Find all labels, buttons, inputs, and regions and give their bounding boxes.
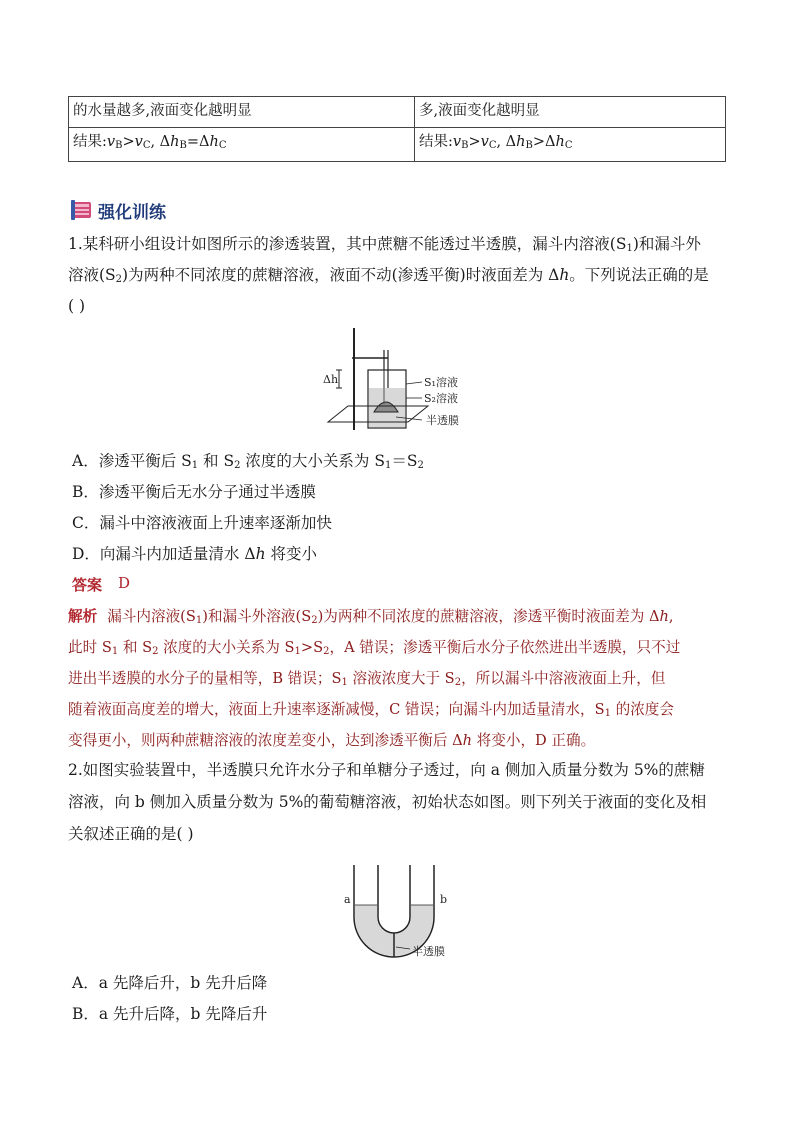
text: ，所以漏斗中溶液液面上升，但: [461, 670, 666, 687]
table-row: [69, 128, 726, 162]
q2-stem-line: 溶液，向 b 侧加入质量分数为 5%的葡萄糖溶液，初始状态如图。则下列关于液面的变化及相: [68, 793, 707, 811]
s2-label: S₂溶液: [424, 392, 458, 405]
membrane-label: 半透膜: [426, 414, 459, 427]
subscript: C: [564, 140, 573, 151]
var-h: h: [255, 545, 266, 563]
s1-label: S₁溶液: [424, 376, 458, 389]
subscript: 1: [294, 646, 301, 657]
subscript: 1: [604, 708, 611, 719]
var-h: h: [659, 608, 669, 625]
subscript: 1: [384, 460, 392, 471]
answer-label: 答案: [72, 576, 103, 594]
text: 变得更小，则两种蔗糖溶液的浓度差变小，达到渗透平衡后 Δ: [68, 732, 463, 749]
text: ，A 错误；渗透平衡后水分子依然进出半透膜，只不过: [329, 639, 681, 656]
text: 随着液面高度差的增大，液面上升速率逐渐减慢，C 错误；向漏斗内加适量清水，S: [68, 701, 605, 718]
subscript: C: [218, 140, 227, 151]
subscript: B: [525, 140, 533, 151]
subscript: 1: [195, 615, 203, 626]
text: 漏斗内溶液(S: [107, 608, 196, 625]
subscript: B: [115, 140, 123, 151]
text: 溶液(S: [68, 266, 116, 284]
table-cell-result: [69, 128, 415, 162]
var-v: v: [134, 134, 143, 150]
table-cell: [69, 97, 415, 128]
separator: , Δ: [496, 134, 517, 150]
subscript: C: [488, 140, 497, 151]
text: ,: [668, 608, 674, 625]
subscript: 2: [323, 646, 330, 657]
explanation-line: [68, 632, 728, 667]
text: 溶液浓度大于 S: [347, 670, 455, 687]
osmosis-apparatus-figure: [318, 322, 478, 434]
u-tube-figure: [340, 855, 460, 965]
result-prefix: 结果:: [419, 134, 453, 150]
subscript: 2: [115, 274, 123, 285]
q2-option-b: B．a 先升后降，b 先降后升: [72, 1005, 268, 1023]
subscript: 2: [417, 460, 424, 471]
membrane-label: 半透膜: [412, 945, 445, 958]
text: 1.某科研小组设计如图所示的渗透装置，其中蔗糖不能透过半透膜，漏斗内溶液(S: [68, 235, 627, 253]
subscript: 2: [311, 615, 318, 626]
subscript: 2: [454, 677, 462, 688]
subscript: 2: [152, 646, 159, 657]
text: 此时 S: [68, 639, 112, 656]
text: ＝S: [391, 452, 418, 470]
explanation-line: [68, 601, 728, 636]
u-tube-inner-wall: [378, 865, 410, 933]
explanation-line: [68, 694, 728, 729]
q2-answer-blank: 关叙述正确的是( ): [68, 825, 194, 843]
var-v: v: [480, 134, 489, 150]
text: )和漏斗外: [632, 235, 701, 253]
dh-label: Δh: [323, 373, 339, 386]
separator: , Δ: [150, 134, 171, 150]
var-h: h: [462, 732, 473, 749]
q2-option-a: A．a 先降后升，b 先升后降: [72, 974, 268, 992]
side-b-label: b: [440, 893, 448, 906]
var-v: v: [106, 134, 116, 150]
cell-text: 的水量越多,液面变化越明显: [73, 103, 252, 119]
text: D．向漏斗内加适量清水 Δ: [72, 545, 256, 563]
text: )为两种不同浓度的蔗糖溶液，渗透平衡时液面差为 Δ: [317, 608, 660, 625]
text: 和 S: [198, 452, 235, 470]
text: 将变小: [265, 545, 317, 563]
table-cell-result: [415, 128, 726, 162]
var-v: v: [452, 134, 462, 150]
var-h: h: [559, 266, 570, 284]
text: 浓度的大小关系为 S: [158, 639, 295, 656]
q1-option-b: B．渗透平衡后无水分子通过半透膜: [72, 483, 316, 501]
answer-value: D: [118, 574, 131, 592]
leader-line-s1: [406, 382, 422, 384]
subscript: C: [142, 140, 151, 151]
q1-stem-line: [68, 232, 728, 261]
table-cell: [415, 97, 726, 128]
explanation-line: [68, 663, 728, 698]
q1-option-a: [72, 449, 424, 478]
subscript: B: [461, 140, 469, 151]
text: 将变小，D 正确。: [472, 732, 596, 749]
subscript: B: [179, 140, 187, 151]
text: )和漏斗外溶液(S: [202, 608, 312, 625]
comparison-table: [68, 96, 726, 162]
var-h: h: [209, 134, 219, 150]
q1-answer-blank: ( ): [68, 297, 86, 315]
text: 进出半透膜的水分子的量相等，B 错误；S: [68, 670, 342, 687]
text: 。下列说法正确的是: [569, 266, 709, 284]
text: 的浓度会: [610, 701, 674, 718]
text: 浓度的大小关系为 S: [240, 452, 385, 470]
subscript: 1: [626, 243, 633, 254]
var-h: h: [170, 134, 180, 150]
subscript: 2: [234, 460, 241, 471]
operator: >: [468, 134, 481, 150]
result-prefix: 结果:: [73, 134, 107, 150]
operator: >: [122, 134, 135, 150]
q2-stem-line: 2.如图实验装置中，半透膜只允许水分子和单糖分子透过，向 a 侧加入质量分数为 5%的蔗糖: [68, 761, 705, 779]
q1-stem-line: [68, 263, 728, 292]
text: 和 S: [118, 639, 153, 656]
operator: >Δ: [532, 134, 556, 150]
section-title: 强化训练: [98, 202, 166, 223]
cell-text: 多,液面变化越明显: [419, 103, 540, 119]
section-heading: [70, 198, 166, 222]
subscript: 1: [111, 646, 119, 657]
var-h: h: [516, 134, 526, 150]
text: A．渗透平衡后 S: [72, 452, 192, 470]
subscript: 1: [191, 460, 199, 471]
text: )为两种不同浓度的蔗糖溶液，液面不动(渗透平衡)时液面差为 Δ: [122, 266, 560, 284]
q1-option-c: C．漏斗中溶液液面上升速率逐渐加快: [72, 514, 332, 532]
explanation-label: 解析: [68, 608, 98, 625]
operator: =Δ: [186, 134, 210, 150]
var-h: h: [555, 134, 565, 150]
explanation-line: [68, 725, 728, 756]
table-row: [69, 97, 726, 128]
side-a-label: a: [344, 893, 351, 906]
text: >S: [300, 639, 324, 656]
book-icon: [70, 199, 94, 221]
subscript: 1: [341, 677, 348, 688]
q1-option-d: [72, 542, 317, 566]
